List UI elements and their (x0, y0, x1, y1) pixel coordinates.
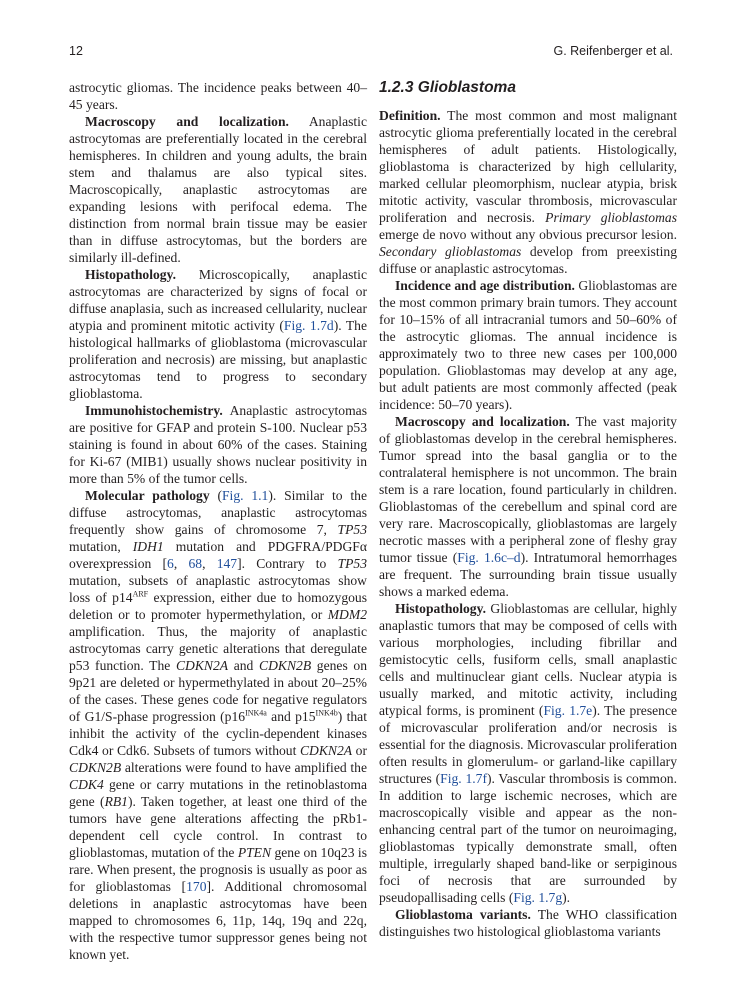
figure-link[interactable]: Fig. 1.1 (222, 488, 269, 503)
run-in-heading: Histopathology. (395, 601, 487, 616)
page-number: 12 (69, 44, 83, 58)
gene-name: CDKN2A (299, 743, 353, 758)
superscript: INK4a (245, 708, 267, 718)
citation-link[interactable]: 147 (216, 556, 238, 571)
paragraph-immunohistochemistry: Immunohistochemistry. Anaplastic astrocytomas are positive for GFAP and protein S-100. Nuclear p53 staining is found in about 60% of the cases. Staining for Ki-67 (MIB1) usually shows nuclear positivity in more than 5% of the tumor cells. (69, 403, 367, 486)
gene-name: MDM2 (327, 607, 367, 622)
superscript: ARF (132, 589, 149, 599)
gene-name: CDK4 (69, 777, 104, 792)
gene-name: PTEN (237, 845, 272, 860)
citation-link[interactable]: 68 (188, 556, 203, 571)
running-head: G. Reifenberger et al. (553, 44, 673, 58)
gene-name: TP53 (337, 556, 368, 571)
gene-name: IDH1 (132, 539, 164, 554)
citation-link[interactable]: 170 (186, 879, 207, 894)
superscript: INK4b (315, 708, 338, 718)
citation-link[interactable]: 6 (167, 556, 174, 571)
right-column (379, 79, 677, 940)
paragraph-macroscopy: Macroscopy and localization. Anaplastic astrocytomas are preferentially located in the cerebral hemispheres. In children and young adults, the brain stem and thalamus are also typical sites. Macroscopically, anaplastic astrocytomas are expanding lesions with perifocal edema. The distinction from normal brain tissue may be easier than in diffuse astrocytomas, but the borders are similarly ill-defined. (69, 114, 367, 265)
paragraph-variants: Glioblastoma variants. The WHO classification distinguishes two histological glioblastoma variants (379, 907, 677, 939)
italic-term: Primary glioblastomas (545, 210, 677, 225)
run-in-heading: Molecular pathology (85, 488, 210, 503)
paragraph-molecular-pathology: Molecular pathology (Fig. 1.1). Similar to the diffuse astrocytomas, anaplastic astrocytomas frequently show gains of chromosome 7, TP53 mutation, IDH1 mutation and PDGFRA/PDGFα overexpression [6, 68, 147]. Contrary to TP53 mutation, subsets of anaplastic astrocytomas show loss of $p14^{ARF}$ expression, either due to homozygous deletion or to promoter hypermethylation, or MDM2 amplification. Thus, the majority of anaplastic astrocytomas carry genetic alterations that deregulate p53 function. The CDKN2A and CDKN2B genes on 9p21 are deleted or hypermethylated in about 20–25% of the cases. These genes code for negative regulators of G1/S-phase progression ($p16^{INK4a}$ and $p15^{INK4b}$) that inhibit the activity of the cyclin-dependent kinases Cdk4 or Cdk6. Subsets of tumors without CDKN2A or CDKN2B alterations were found to have amplified the CDK4 gene or carry mutations in the retinoblastoma gene (RB1). Taken together, at least one third of the tumors have gene alterations affecting the pRb1-dependent cell cycle control. In contrast to glioblastomas, mutation of the PTEN gene on 10q23 is rare. When present, the prognosis is usually as poor as for glioblastomas [170]. Additional chromosomal deletions in anaplastic astrocytomas have been mapped to chromosomes 6, 11p, 14q, 19q and 22q, with the respective tumor suppressor genes being not known yet. (69, 488, 368, 962)
figure-link[interactable]: Fig. 1.7g (513, 890, 563, 905)
run-in-heading: Macroscopy and localization. (85, 114, 289, 129)
gene-name: TP53 (337, 522, 367, 537)
paragraph-macroscopy: Macroscopy and localization. The vast majority of glioblastomas develop in the cerebral hemispheres. Tumor spread into the basal ganglia or to the contralateral hemisphere is not uncommon. The brain stem is a rare location, found particularly in children. Glioblastomas of the cerebellum and spinal cord are very rare. Macroscopically, glioblastomas are largely necrotic masses with a peripheral zone of fleshy gray tumor tissue (Fig. 1.6c–d). Intratumoral hemorrhages are frequent. The surrounding brain tissue usually shows a marked edema. (379, 414, 677, 599)
gene-name: CDKN2A (175, 658, 229, 673)
section-heading: 1.2.3 Glioblastoma (379, 79, 516, 96)
run-in-heading: Immunohistochemistry. (85, 403, 223, 418)
paragraph-definition: Definition. The most common and most malignant astrocytic glioma preferentially located in the cerebral hemispheres of adult patients. Histologically, glioblastoma is characterized by high cellularity, marked cellular pleomorphism, nuclear atypia, brisk mitotic activity, vascular thrombosis, microvascular proliferation and necrosis. Primary glioblastomas emerge de novo without any obvious precursor lesion. Secondary glioblastomas develop from preexisting diffuse or anaplastic astrocytomas. (379, 108, 677, 276)
italic-term: Secondary glioblastomas (379, 244, 522, 259)
gene-name: CDKN2B (259, 658, 312, 673)
figure-link[interactable]: Fig. 1.6c–d (457, 550, 521, 565)
run-in-heading: Glioblastoma variants. (395, 907, 531, 922)
figure-link[interactable]: Fig. 1.7e (543, 703, 593, 718)
gene-name: RB1 (104, 794, 128, 809)
run-in-heading: Incidence and age distribution. (395, 278, 575, 293)
page-header (69, 44, 673, 64)
run-in-heading: Histopathology. (85, 267, 177, 282)
paragraph-continuation: astrocytic gliomas. The incidence peaks between 40–45 years. (69, 80, 367, 112)
paragraph-incidence: Incidence and age distribution. Glioblastomas are the most common primary brain tumors. They account for 10–15% of all intracranial tumors and 50–60% of the astrocytic gliomas. The annual incidence is approximately two to three new cases per 100,000 population. Glioblastomas may develop at any age, but adult patients are most commonly affected (peak incidence: 50–70 years). (379, 278, 677, 412)
paragraph-histopathology: Histopathology. Glioblastomas are cellular, highly anaplastic tumors that may be composed of cells with various morphologies, including fibrillar and gemistocytic cells, fusiform cells, small anaplastic cells and multinuclear giant cells. Nuclear atypia is usually marked, and mitotic activity, including atypical forms, is prominent (Fig. 1.7e). The presence of microvascular proliferation and/or necrosis is essential for the diagnosis. Microvascular proliferation often results in glomerulum- or garland-like capillary structures (Fig. 1.7f). Vascular thrombosis is common. In addition to large ischemic necroses, which are macroscopically visible and appear as the non-enhancing central part of the tumor on neuroimaging, glioblastomas typically demonstrate small, often multiple, irregularly shaped band-like or serpiginous foci of necrosis that are surrounded by pseudopallisading cells (Fig. 1.7g). (379, 601, 678, 905)
run-in-heading: Macroscopy and localization. (395, 414, 570, 429)
left-column (69, 79, 367, 963)
figure-link[interactable]: Fig. 1.7f (440, 771, 487, 786)
gene-name: CDKN2B (69, 760, 122, 775)
run-in-heading: Definition. (379, 108, 441, 123)
figure-link[interactable]: Fig. 1.7d (283, 318, 334, 333)
paragraph-histopathology: Histopathology. Microscopically, anaplastic astrocytomas are characterized by signs of focal or diffuse anaplasia, such as increased cellularity, nuclear atypia and prominent mitotic activity (Fig. 1.7d). The histological hallmarks of glioblastoma (microvascular proliferation and necrosis) are missing, but anaplastic astrocytomas tend to progress to secondary glioblastoma. (69, 267, 367, 401)
